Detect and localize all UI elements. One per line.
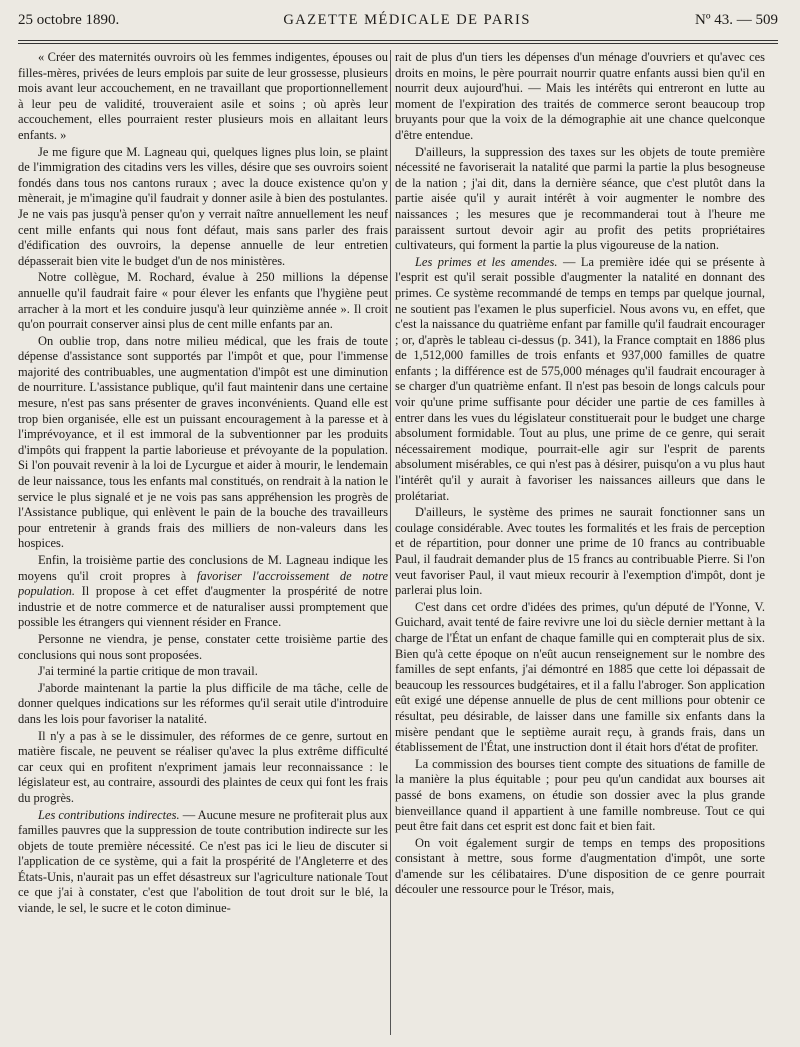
paragraph: rait de plus d'un tiers les dépenses d'un ménage d'ouvriers et qu'avec ces droits en moins, le père pourrait nourrir quatre enfants aussi bien qu'il en nourrit deux aujourd'hui. — Mais les intérêts qui entreront en lutte au moment de l'expiration des traités de commerce seront beaucoup trop bruyants pour que la voix de la démographie ait une chance quelconque d'être entendue.	[395, 50, 765, 142]
paragraph: On oublie trop, dans notre milieu médical, que les frais de toute dépense d'assistance sont supportés par l'impôt et que, pour l'immense majorité des contribuables, une augmentation d'impôt est une diminution de nourriture. L'assistance publique, qu'il faut maintenir dans une certaine mesure, n'est pas sans présenter de graves inconvénients. Quand elle est trop bien organisée, elle est un puissant encouragement à la paresse et à l'imprévoyance, et il est immoral de la subventionner par les produits d'impôts qui frappent la partie laborieuse et prévoyante de la population. Si l'on pouvait revenir à la loi de Lycurgue et aider à mourir, le lendemain de leur naissance, tous les enfants mal constitués, on rendrait à la nation le service le plus signalé et je ne vois pas sans appréhension les progrès de l'Assistance publique, qui enlèvent le pain de la bouche des travailleurs pour entretenir à grands frais des milliers de non-valeurs dans les hospices.	[18, 333, 388, 551]
paragraph: J'aborde maintenant la partie la plus difficile de ma tâche, celle de donner quelques indications sur les réformes qu'il serait utile d'introduire dans les lois pour favoriser la natalité.	[18, 680, 388, 726]
paragraph: Personne ne viendra, je pense, constater cette troisième partie des conclusions qui nous sont proposées.	[18, 631, 388, 662]
paragraph: Il n'y a pas à se le dissimuler, des réformes de ce genre, surtout en matière fiscale, ne peuvent se réaliser qu'avec la plus extrême difficulté car ceux qui en profitent n'expriment jamais leur reconnaissance : le législateur est, au contraire, assourdi des plaintes de ceux qui font les frais du progrès.	[18, 728, 388, 805]
paragraph: « Créer des maternités ouvroirs où les femmes indigentes, épouses ou filles-mères, privées de leurs emplois par suite de leur grossesse, plusieurs mois avant leur accouchement, en ne travaillant que proportionnellement à leur peu de validité, trouveraient asile et soins ; où après leur accouchement, elles pourraient rester plusieurs mois en allaitant leurs enfants. »	[18, 50, 388, 142]
paragraph-text: — Aucune mesure ne profiterait plus aux familles pauvres que la suppression de toute contribution indirecte sur les objets de toute première nécessité. Ce n'est pas ici le lieu de discuter si l'application de ce système, qui a fait la prospérité de l'Angleterre et des États-Unis, n'aurait pas un effet désastreux sur l'agriculture nationale Tout ce que j'ai à constater, c'est que l'abolition de tout droit sur le blé, la viande, le sel, le sucre et le coton diminue-	[18, 807, 388, 916]
header-rule	[18, 40, 778, 44]
paragraph: Je me figure que M. Lagneau qui, quelques lignes plus loin, se plaint de l'immigration des citadins vers les villes, désire que ses ouvroirs soient fondés dans tous nos cantons ruraux ; avec la douce existence qu'on y mènerait, je m'imagine qu'il faudrait y donner asile à bien des postulantes. Je ne vais pas jusqu'à penser qu'on y verrait naître annuellement les neuf cent mille enfants qui nous font défaut, mais sans parler des frais d'édification des ouvroirs, la depense annuelle de leur entretien dépasserait bien vite le budget d'un de nos ministères.	[18, 144, 388, 268]
italic-phrase: favoriser l'accroissement de notre population.	[18, 568, 388, 599]
column-divider	[390, 50, 391, 1035]
paragraph-text: Enfin, la troisième partie des conclusions de M. Lagneau indique les moyens qu'il croit propres à	[18, 553, 388, 583]
paragraph	[395, 255, 765, 505]
left-column	[18, 50, 388, 1035]
paragraph: On voit également surgir de temps en temps des propositions consistant à mettre, sous forme d'augmentation d'impôt, une sorte d'amende sur les célibataires. D'une disposition de ce genre pourrait découler une ressource pour le Trésor, mais,	[395, 835, 765, 897]
issue-page-number: Nº 43. — 509	[695, 12, 778, 28]
paragraph: La commission des bourses tient compte des situations de famille de la manière la plus équitable ; pour peu qu'un candidat aux bourses ait passé de bons examens, on étudie son dossier avec la plus grande bienveillance quand il appartient à une famille nombreuse. Tout ce qui peut être fait dans cet esprit est donc fait et bien fait.	[395, 756, 765, 834]
section-heading: Les primes et les amendes.	[415, 254, 558, 269]
paragraph: C'est dans cet ordre d'idées des primes, qu'un député de l'Yonne, V. Guichard, avait tenté de faire revivre une loi du siècle dernier mettant à la charge de l'État un enfant de chaque famille qui en compterait plus de six. Bien qu'à cette époque on n'eût aucun renseignement sur le nombre des familles de sept enfants, j'ai démontré en 1885 que cette loi dépassait de beaucoup les ressources budgétaires, et il a fallu l'abroger. Son application eût exigé une dépense annuelle de plus de cent millions pour obtenir ce résultat, peu désirable, de laisser dans une famille six enfants dans la misère pendant que le septième aurait reçu, à grands frais, dans un établissement de l'État, une instruction dont il était hors d'état de profiter.	[395, 599, 765, 755]
section-heading: Les contributions indirectes.	[38, 807, 180, 822]
publication-title: GAZETTE MÉDICALE DE PARIS	[283, 12, 531, 28]
paragraph: D'ailleurs, la suppression des taxes sur les objets de toute première nécessité ne favoriserait la natalité que parmi la partie la plus besogneuse de la nation ; j'ai dit, dans la dernière séance, que c'est plutôt dans la partie aisée qu'il y aurait intérêt à voir augmenter le nombre des naissances ; les mesures que je recommanderai tout à l'heure me paraissent surtout devoir agir au profit des petits propriétaires cultivateurs, qui forment la partie la plus vigoureuse de la nation.	[395, 144, 765, 253]
issue-date: 25 octobre 1890.	[18, 12, 120, 28]
page-header	[18, 12, 778, 36]
paragraph-text: Il propose à cet effet d'augmenter la prospérité de notre industrie et de notre commerce et de naturaliser aussi promptement que possible les étrangers qui viennent résider en France.	[18, 584, 388, 630]
paragraph: Notre collègue, M. Rochard, évalue à 250 millions la dépense annuelle qu'il faudrait faire « pour élever les enfants que l'hygiène peut arracher à la mort et les conduire jusqu'à leur quinzième année ». Il croit qu'on pourrait conserver ainsi plus de cent mille enfants par an.	[18, 270, 388, 332]
paragraph-text: — La première idée qui se présente à l'esprit est qu'il serait possible d'augmenter la natalité en donnant des primes. Ce système recommandé de temps en temps par quelque journal, ne soutient pas l'examen le plus superficiel. Nous avons vu, en effet, que c'est la naissance du quatrième enfant par famille qu'il faudrait encourager ; or, d'après le tableau ci-dessus (p. 341), la France comptait en 1886 plus de 1,512,000 familles de trois enfants et 937,000 familles de quatre enfants ; la différence est de 575,000 ménages qu'il faudrait encourager à se charger d'un quatrième enfant. Il n'est pas besoin de longs calculs pour voir qu'une prime suffisante pour décider une partie de ces familles à entrer dans les vues du législateur constituerait pour le budget une charge absolument formidable. Tout au plus, une prime de ce genre, qui serait nécessairement modique, pourrait-elle agir sur l'esprit de parents absolument misérables, ce qui n'est pas à désirer, puisqu'on a vu plus haut l'intérêt qu'il y aurait à favoriser les naissances ailleurs que dans le prolétariat.	[395, 254, 765, 503]
paragraph	[18, 553, 388, 631]
paragraph	[18, 808, 388, 917]
paragraph: D'ailleurs, le système des primes ne saurait fonctionner sans un coulage considérable. Avec toutes les formalités et les frais de perception et de répartition, pour donner une prime de 10 francs au contribuable Paul, il faudrait demander plus de 15 francs au contribuable Pierre. Si l'on veut favoriser Paul, il vaut mieux recourir à l'exemption d'impôt, dont je parlerai plus loin.	[395, 505, 765, 598]
paragraph: J'ai terminé la partie critique de mon travail.	[38, 664, 258, 679]
right-column	[395, 50, 765, 1035]
